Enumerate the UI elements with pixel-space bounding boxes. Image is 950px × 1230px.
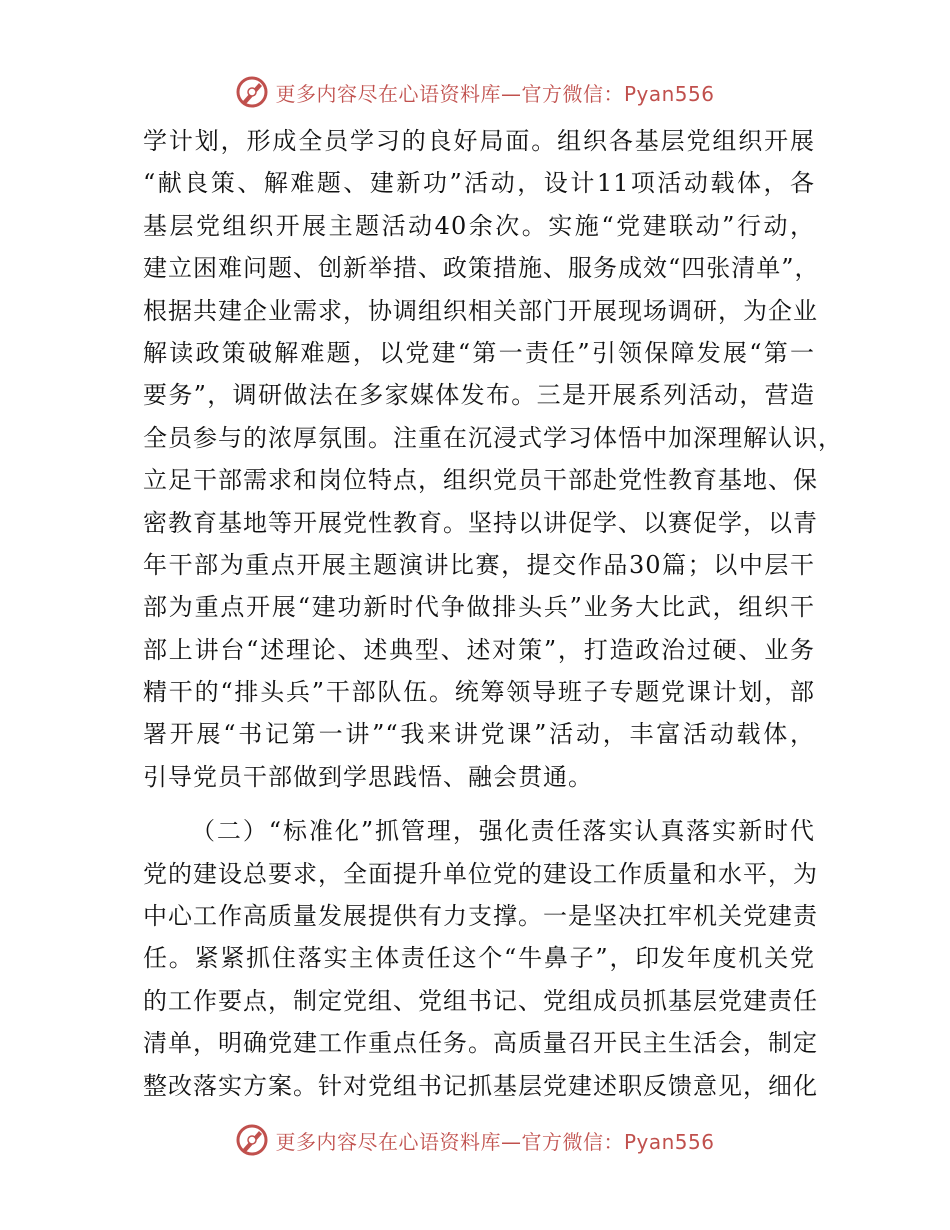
text-line: 的工作要点，制定党组、党组书记、党组成员抓基层党建责任: [143, 986, 818, 1015]
text-line: 任。紧紧抓住落实主体责任这个“牛鼻子”，印发年度机关党: [143, 944, 815, 973]
text-line: 党的建设总要求，全面提升单位党的建设工作质量和水平，为: [143, 859, 818, 888]
paragraph-2: [143, 810, 818, 1107]
text-line: 年干部为重点开展主题演讲比赛，提交作品30篇；以中层干: [143, 550, 815, 579]
watermark-text: 更多内容尽在心语资料库—官方微信：Pyan556: [275, 1129, 715, 1154]
text-line: 部上讲台“述理论、述典型、述对策”，打造政治过硬、业务: [143, 635, 815, 664]
text-line: 引导党员干部做到学思践悟、融会贯通。: [143, 762, 593, 791]
text-line: 署开展“书记第一讲”“我来讲党课”活动，丰富活动载体，: [143, 720, 815, 749]
document-body: [143, 120, 843, 1107]
watermark-header: [0, 72, 950, 112]
pen-seal-logo-icon: [235, 1123, 269, 1157]
text-line: 学计划，形成全员学习的良好局面。组织各基层党组织开展: [143, 127, 815, 155]
text-line: （二）“标准化”抓管理，强化责任落实认真落实新时代: [191, 817, 815, 846]
text-line: 整改落实方案。针对党组书记抓基层党建述职反馈意见，细化: [143, 1071, 818, 1100]
text-line: 密教育基地等开展党性教育。坚持以讲促学、以赛促学，以青: [143, 508, 818, 537]
watermark-text: 更多内容尽在心语资料库—官方微信：Pyan556: [275, 81, 715, 106]
text-line: “献良策、解难题、建新功”活动，设计11项活动载体，各: [143, 169, 815, 198]
text-line: 立足干部需求和岗位特点，组织党员干部赴党性教育基地、保: [143, 466, 818, 495]
text-line: 清单，明确党建工作重点任务。高质量召开民主生活会，制定: [143, 1029, 818, 1058]
text-line: 解读政策破解难题，以党建“第一责任”引领保障发展“第一: [143, 338, 815, 367]
text-line: 全员参与的浓厚氛围。注重在沉浸式学习体悟中加深理解认识，: [143, 423, 843, 452]
text-line: 根据共建企业需求，协调组织相关部门开展现场调研，为企业: [143, 296, 818, 325]
text-line: 要务”，调研做法在多家媒体发布。三是开展系列活动，营造: [143, 381, 815, 410]
paragraph-1: [143, 120, 843, 798]
text-line: 精干的“排头兵”干部队伍。统筹领导班子专题党课计划，部: [143, 678, 815, 707]
text-line: 基层党组织开展主题活动40余次。实施“党建联动”行动，: [143, 211, 815, 240]
text-line: 中心工作高质量发展提供有力支撑。一是坚决扛牢机关党建责: [143, 902, 818, 931]
pen-seal-logo-icon: [235, 75, 269, 109]
text-line: 部为重点开展“建功新时代争做排头兵”业务大比武，组织干: [143, 593, 815, 622]
text-line: 建立困难问题、创新举措、政策措施、服务成效“四张清单”，: [143, 254, 820, 283]
watermark-footer: [0, 1120, 950, 1160]
